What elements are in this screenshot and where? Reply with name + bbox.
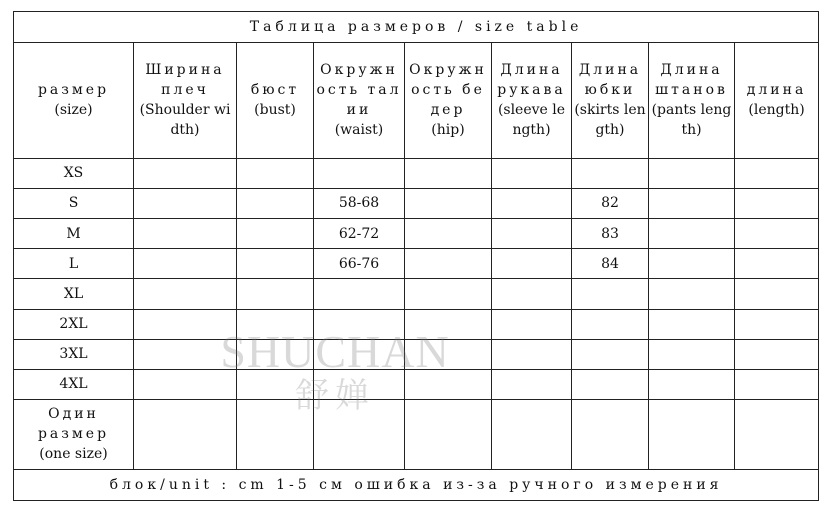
table-cell: [134, 279, 237, 309]
table-cell: [649, 400, 735, 470]
watermark-cjk: 舒婵: [295, 376, 375, 416]
size-label: 2XL: [14, 309, 134, 339]
table-cell: [572, 309, 649, 339]
header-cell: [237, 43, 314, 158]
header-ru-label: Длина штанов: [655, 62, 728, 99]
header-cell: [14, 43, 134, 158]
header-cell: [492, 43, 572, 158]
header-en-label: (sleeve length): [497, 102, 566, 139]
table-cell: [134, 188, 237, 218]
table-cell: [237, 188, 314, 218]
watermark-latin: SHUCHAN: [220, 326, 450, 377]
table-cell: [735, 400, 819, 470]
table-cell: [237, 219, 314, 249]
table-cell: [405, 369, 492, 399]
size-label: XS: [14, 158, 134, 188]
table-row: [14, 219, 819, 249]
table-cell: [405, 219, 492, 249]
table-cell: [492, 188, 572, 218]
table-cell: [572, 279, 649, 309]
table-cell: [492, 309, 572, 339]
table-cell: [314, 339, 405, 369]
header-en-label: (size): [54, 102, 93, 119]
table-cell: [405, 158, 492, 188]
header-cell: [735, 43, 819, 158]
table-cell: [405, 339, 492, 369]
table-row: [14, 249, 819, 279]
table-row: [14, 339, 819, 369]
table-cell: [134, 369, 237, 399]
header-en-label: (skirts length): [574, 102, 646, 139]
table-row: [14, 279, 819, 309]
table-cell: [492, 369, 572, 399]
table-cell: [405, 400, 492, 470]
table-cell: [134, 158, 237, 188]
header-ru-label: Длина рукава: [497, 62, 566, 99]
header-ru-label: размер: [37, 82, 110, 99]
table-cell: 58-68: [314, 188, 405, 218]
header-en-label: (length): [748, 102, 805, 119]
table-cell: [492, 158, 572, 188]
table-cell: [314, 369, 405, 399]
table-cell: 62-72: [314, 219, 405, 249]
header-en-label: (hip): [431, 122, 465, 139]
table-cell: [405, 188, 492, 218]
table-cell: [572, 158, 649, 188]
header-ru-label: бюст: [250, 82, 300, 99]
table-cell: [572, 369, 649, 399]
table-cell: [649, 369, 735, 399]
table-cell: [735, 339, 819, 369]
header-en-label: (Shoulder width): [139, 102, 231, 139]
size-label: M: [14, 219, 134, 249]
table-cell: [735, 158, 819, 188]
table-cell: [134, 309, 237, 339]
size-label: XL: [14, 279, 134, 309]
table-cell: [649, 188, 735, 218]
table-cell: [572, 400, 649, 470]
table-cell: [237, 339, 314, 369]
header-en-label: (waist): [334, 122, 384, 139]
header-ru-label: Окружность бедер: [409, 62, 487, 119]
table-cell: [405, 309, 492, 339]
table-row: [14, 188, 819, 218]
table-title: Таблица размеров / size table: [14, 12, 819, 43]
table-cell: [492, 249, 572, 279]
table-cell: [237, 158, 314, 188]
table-cell: [405, 279, 492, 309]
table-cell: [649, 279, 735, 309]
table-cell: [405, 249, 492, 279]
table-cell: [649, 309, 735, 339]
size-table: [13, 11, 819, 501]
size-label: L: [14, 249, 134, 279]
header-ru-label: Окружность талии: [316, 62, 402, 119]
header-ru-label: Ширина плеч: [145, 62, 225, 99]
header-cell: [134, 43, 237, 158]
table-row-one-size: [14, 400, 819, 470]
table-cell: [237, 369, 314, 399]
table-cell: [134, 249, 237, 279]
table-cell: [735, 219, 819, 249]
table-cell: [572, 339, 649, 369]
table-footer: блок/unit : cm 1-5 см ошибка из-за ручного измерения: [14, 469, 819, 500]
table-cell: [492, 339, 572, 369]
table-cell: [134, 339, 237, 369]
table-cell: [134, 219, 237, 249]
size-label: 4XL: [14, 369, 134, 399]
size-label: 3XL: [14, 339, 134, 369]
table-cell: [237, 279, 314, 309]
table-cell: [735, 369, 819, 399]
header-ru-label: длина: [746, 82, 807, 99]
header-en-label: (pants length): [651, 102, 732, 139]
table-cell: [314, 279, 405, 309]
size-label: S: [14, 188, 134, 218]
table-cell: [134, 400, 237, 470]
table-cell: 66-76: [314, 249, 405, 279]
table-cell: [492, 219, 572, 249]
table-cell: [314, 309, 405, 339]
table-cell: [735, 188, 819, 218]
table-cell: [649, 339, 735, 369]
table-cell: [735, 279, 819, 309]
header-cell: [649, 43, 735, 158]
table-row: [14, 369, 819, 399]
table-cell: [237, 309, 314, 339]
header-ru-label: Длина юбки: [578, 62, 642, 99]
header-cell: [572, 43, 649, 158]
table-cell: [649, 158, 735, 188]
table-cell: [649, 249, 735, 279]
table-cell: [492, 400, 572, 470]
size-label: [14, 400, 134, 470]
table-cell: [649, 219, 735, 249]
table-cell: [314, 158, 405, 188]
header-cell: [405, 43, 492, 158]
header-en-label: (bust): [254, 102, 296, 119]
table-cell: [314, 400, 405, 470]
table-row: [14, 309, 819, 339]
table-cell: 84: [572, 249, 649, 279]
one-size-ru: Один размер: [37, 406, 110, 443]
table-cell: [237, 400, 314, 470]
table-cell: [492, 279, 572, 309]
header-row: [14, 43, 819, 158]
table-cell: 82: [572, 188, 649, 218]
one-size-en: (one size): [39, 446, 108, 463]
table-cell: 83: [572, 219, 649, 249]
header-cell: [314, 43, 405, 158]
table-cell: [237, 249, 314, 279]
table-cell: [735, 249, 819, 279]
table-row: [14, 158, 819, 188]
table-cell: [735, 309, 819, 339]
